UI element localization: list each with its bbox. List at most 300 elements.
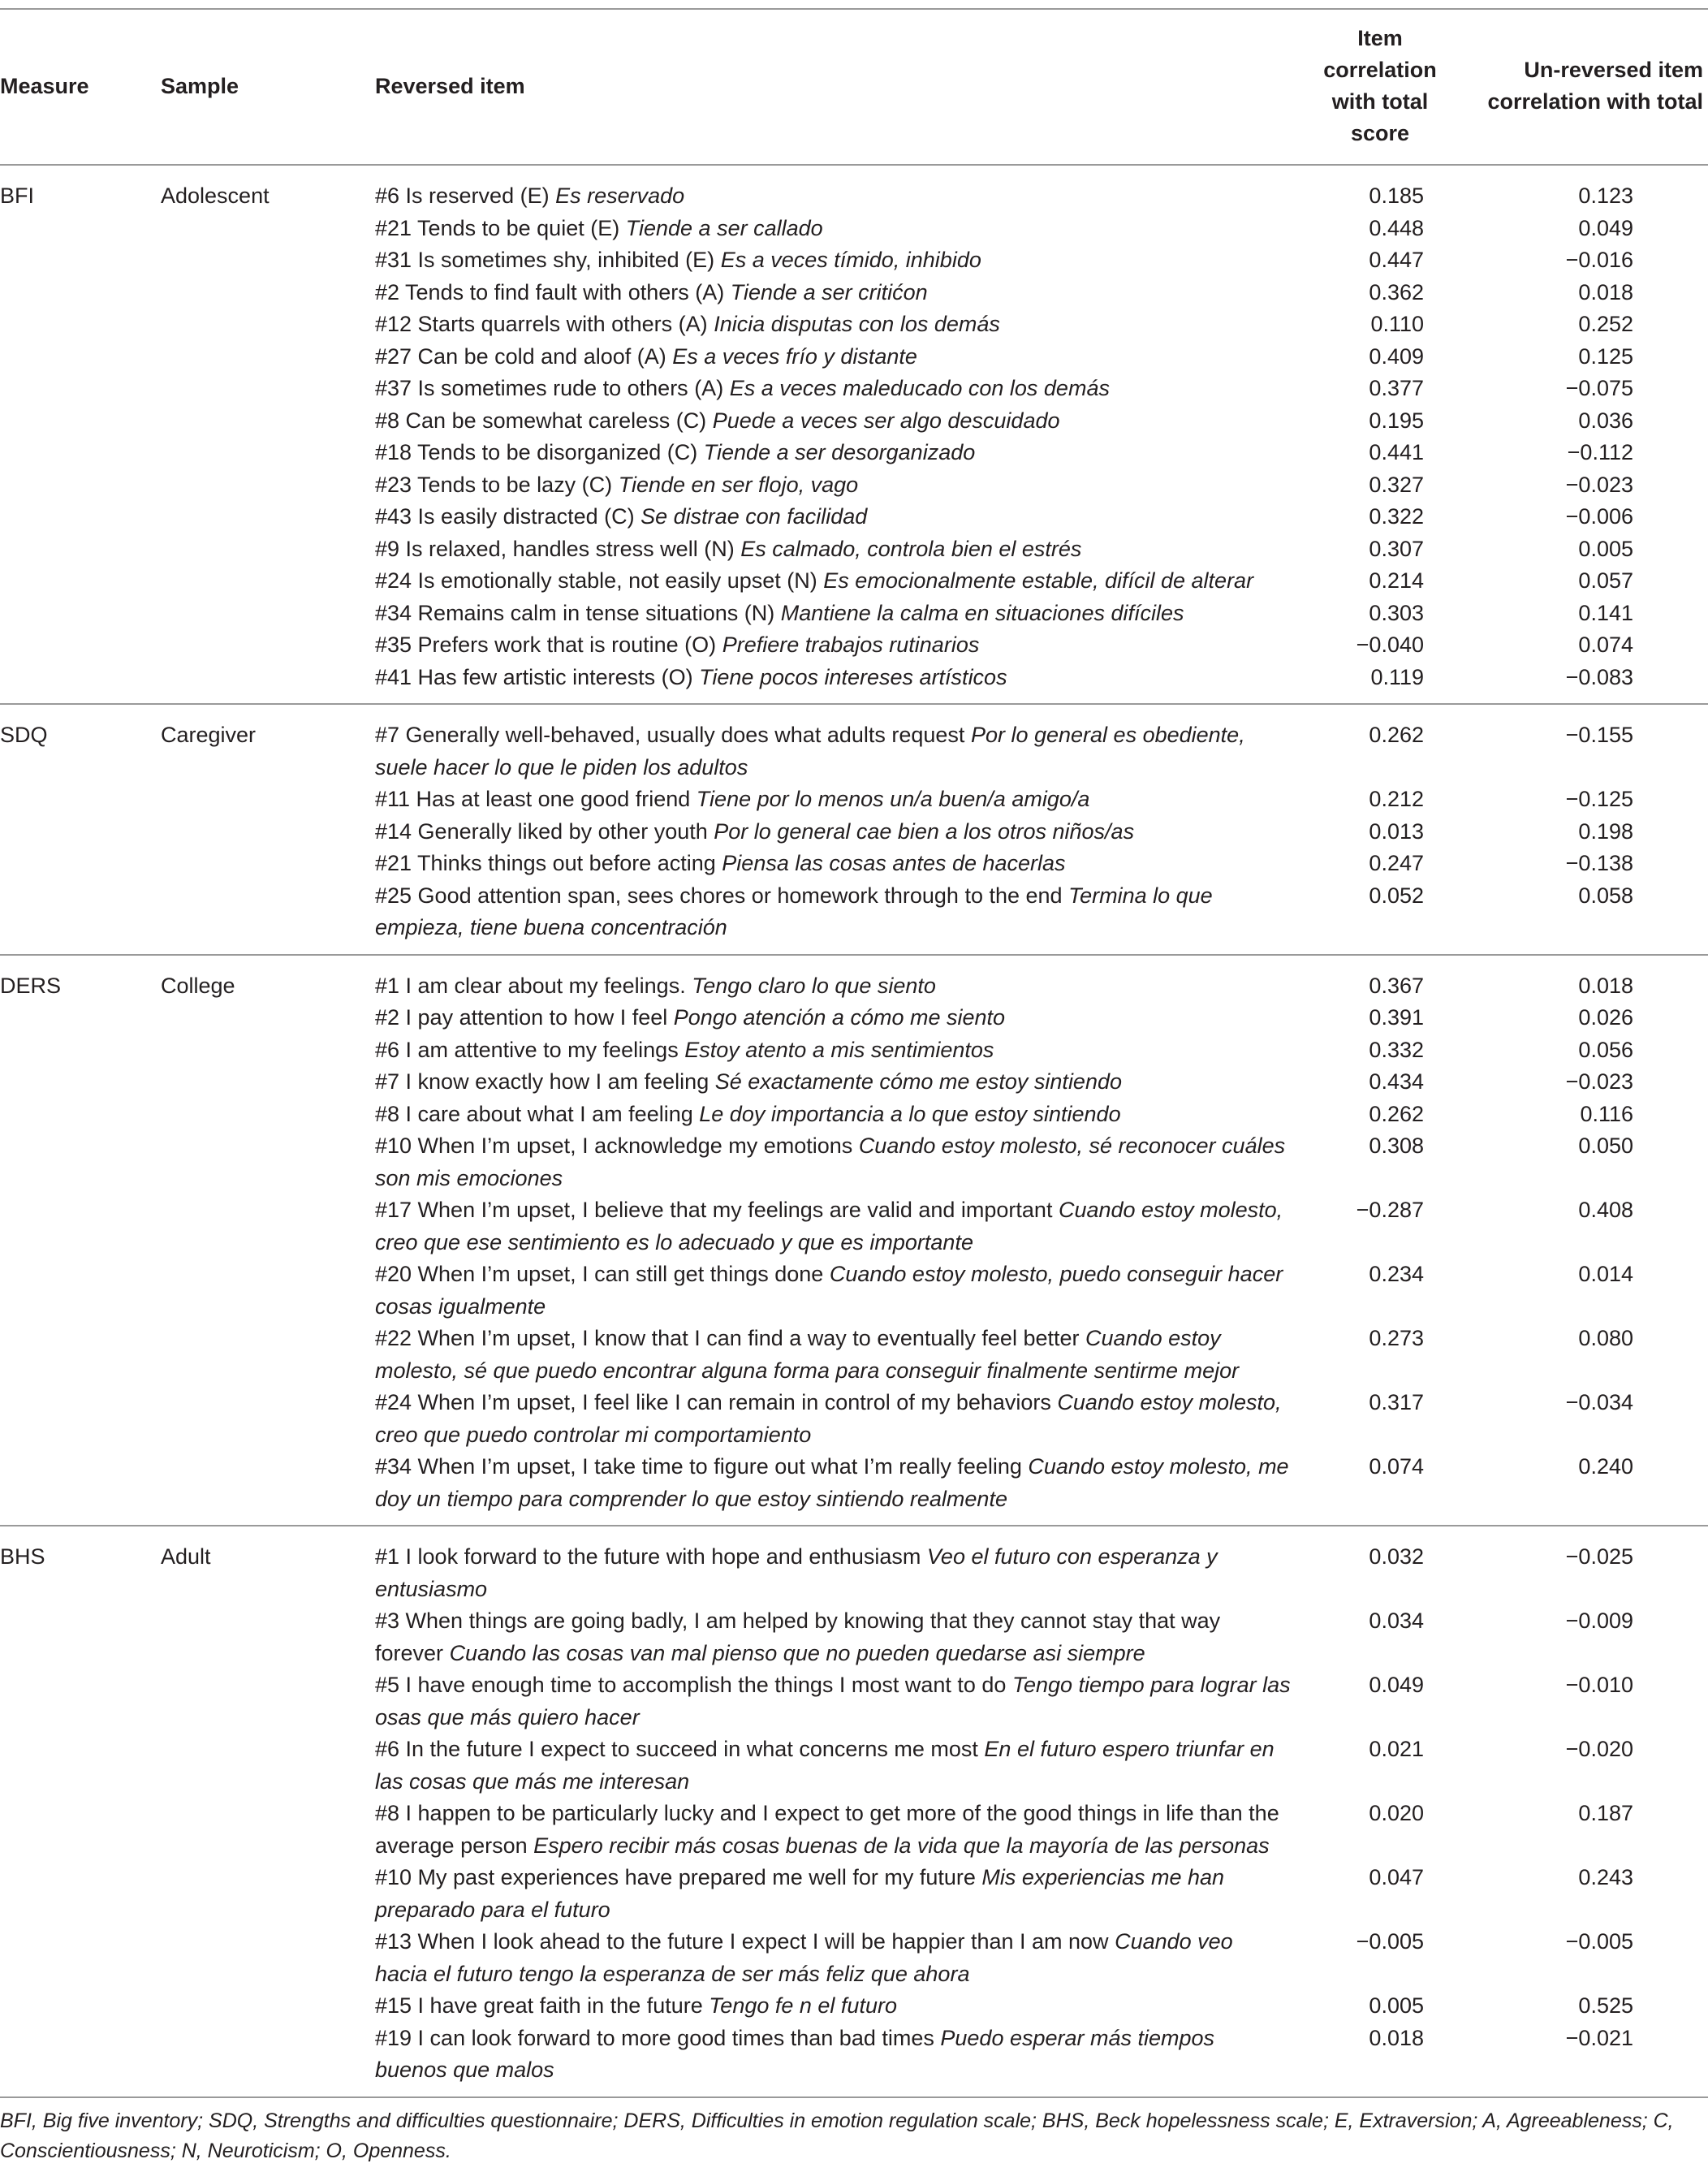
- unreversed-correlation-cell: −0.034: [1565, 1390, 1633, 1414]
- table-row: [0, 816, 1708, 849]
- measure-cell: BHS: [0, 1526, 161, 1605]
- measure-cell: [0, 1926, 161, 1990]
- measure-cell: [0, 469, 161, 502]
- table-row: [0, 1099, 1708, 1131]
- item-text-english: #17 When I’m upset, I believe that my feelings are valid and important: [375, 1198, 1053, 1222]
- item-text-english: #6 I am attentive to my feelings: [375, 1037, 679, 1062]
- reversed-item-cell: [375, 405, 1307, 438]
- unreversed-correlation-cell: −0.016: [1565, 248, 1633, 272]
- table-row: [0, 1862, 1708, 1926]
- item-text-english: #37 Is sometimes rude to others (A): [375, 376, 724, 400]
- table-row: [0, 501, 1708, 533]
- reversed-item-cell: [375, 784, 1307, 816]
- item-text-spanish: Por lo general cae bien a los otros niños/as: [714, 818, 1135, 844]
- item-correlation-cell: 0.018: [1369, 2025, 1424, 2050]
- unreversed-correlation-cell: −0.020: [1565, 1737, 1633, 1761]
- reversed-item-cell: [375, 165, 1307, 213]
- unreversed-correlation-cell: 0.014: [1578, 1262, 1633, 1286]
- measure-cell: [0, 1734, 161, 1798]
- sample-cell: [161, 373, 375, 405]
- unreversed-correlation-cell: 0.057: [1578, 568, 1633, 593]
- item-text-spanish: Piensa las cosas antes de hacerlas: [722, 851, 1066, 875]
- item-correlation-cell: 0.185: [1369, 184, 1424, 208]
- reversed-item-cell: [375, 1259, 1307, 1323]
- item-correlation-cell: 0.317: [1369, 1390, 1424, 1414]
- sample-cell: [161, 1002, 375, 1034]
- item-text-english: #2 Tends to find fault with others (A): [375, 279, 725, 304]
- sample-cell: [161, 437, 375, 469]
- item-correlation-cell: 0.013: [1369, 818, 1424, 844]
- item-text-english: #8 I happen to be particularly lucky and I expect to get more of the good things in life than the average person: [375, 1801, 1279, 1858]
- unreversed-correlation-cell: 0.198: [1578, 818, 1633, 844]
- sample-cell: [161, 213, 375, 245]
- table-row: [0, 662, 1708, 705]
- header-item-correlation: Item correlation with total score: [1307, 9, 1453, 165]
- unreversed-correlation-cell: 0.243: [1578, 1865, 1633, 1889]
- item-text-spanish: Tengo fe n el futuro: [709, 1993, 897, 2018]
- item-text-spanish: Prefiere trabajos rutinarios: [722, 633, 980, 657]
- measure-cell: [0, 1990, 161, 2023]
- table-row: [0, 244, 1708, 277]
- table-row: [0, 955, 1708, 1003]
- item-text-english: #34 When I’m upset, I take time to figure out what I’m really feeling: [375, 1454, 1022, 1479]
- sample-cell: [161, 2023, 375, 2097]
- measure-cell: [0, 1387, 161, 1451]
- item-text-spanish: Tiende a ser callado: [625, 215, 823, 240]
- table-row: [0, 1002, 1708, 1034]
- item-correlation-cell: 0.307: [1369, 536, 1424, 561]
- item-text-spanish: Tengo claro lo que siento: [692, 973, 936, 998]
- unreversed-correlation-cell: 0.018: [1578, 279, 1633, 304]
- sample-cell: [161, 816, 375, 849]
- measure-cell: [0, 277, 161, 309]
- item-correlation-cell: 0.447: [1369, 248, 1424, 272]
- table-row: [0, 629, 1708, 662]
- item-correlation-cell: 0.049: [1369, 1673, 1424, 1697]
- reversed-item-cell: [375, 341, 1307, 374]
- table-row: [0, 1323, 1708, 1387]
- table-row: [0, 848, 1708, 880]
- item-correlation-cell: 0.195: [1369, 408, 1424, 433]
- item-correlation-cell: 0.262: [1369, 1101, 1424, 1126]
- item-text-spanish: Es calmado, controla bien el estrés: [740, 536, 1082, 561]
- sample-cell: [161, 848, 375, 880]
- measure-cell: [0, 1323, 161, 1387]
- measure-cell: [0, 309, 161, 341]
- table-row: [0, 1669, 1708, 1734]
- unreversed-correlation-cell: −0.023: [1565, 472, 1633, 497]
- item-text-spanish: Tiende a ser critićon: [730, 279, 928, 304]
- reversed-item-cell: [375, 1099, 1307, 1131]
- item-text-english: #2 I pay attention to how I feel: [375, 1005, 668, 1030]
- item-correlation-cell: 0.308: [1369, 1133, 1424, 1158]
- sample-cell: [161, 1194, 375, 1259]
- sample-cell: [161, 598, 375, 630]
- measure-group-bhs: [0, 1526, 1708, 2097]
- sample-cell: College: [161, 955, 375, 1003]
- table-row: [0, 341, 1708, 374]
- item-correlation-cell: 0.362: [1369, 279, 1424, 304]
- reversed-item-cell: [375, 213, 1307, 245]
- unreversed-correlation-cell: 0.252: [1578, 312, 1633, 336]
- measure-cell: [0, 565, 161, 598]
- item-correlation-cell: 0.047: [1369, 1865, 1424, 1889]
- reversed-item-cell: [375, 848, 1307, 880]
- item-text-english: #34 Remains calm in tense situations (N): [375, 600, 775, 625]
- table-row: [0, 165, 1708, 213]
- item-text-spanish: Le doy importancia a lo que estoy sintiendo: [699, 1101, 1121, 1126]
- item-correlation-cell: 0.052: [1369, 883, 1424, 908]
- item-text-english: #20 When I’m upset, I can still get things done: [375, 1262, 824, 1286]
- unreversed-correlation-cell: 0.240: [1578, 1454, 1633, 1479]
- measure-cell: [0, 1259, 161, 1323]
- table-row: [0, 533, 1708, 566]
- item-text-spanish: Veo el futuro con esperanza y entusiasmo: [375, 1544, 1218, 1601]
- item-text-spanish: Se distrae con facilidad: [640, 504, 868, 529]
- item-text-english: #31 Is sometimes shy, inhibited (E): [375, 248, 715, 272]
- measure-cell: SDQ: [0, 704, 161, 784]
- unreversed-correlation-cell: −0.010: [1565, 1673, 1633, 1697]
- sample-cell: [161, 277, 375, 309]
- table-row: [0, 1451, 1708, 1526]
- measure-cell: [0, 1451, 161, 1526]
- table-row: [0, 598, 1708, 630]
- measure-cell: [0, 2023, 161, 2097]
- measure-cell: DERS: [0, 955, 161, 1003]
- item-text-english: #25 Good attention span, sees chores or homework through to the end: [375, 883, 1063, 908]
- measure-cell: [0, 341, 161, 374]
- table-footnote: BFI, Big five inventory; SDQ, Strengths and difficulties questionnaire; DERS, Difficulties in emotion regulation scale; BHS, Beck hopelessness scale; E, Extraversion; A, Agreeableness; C, Conscientiousness; N, Neuroticism; O, Openness.: [0, 2109, 1674, 2162]
- reversed-item-cell: [375, 533, 1307, 566]
- item-text-spanish: En el futuro espero triunfar en las cosas que más me interesan: [375, 1737, 1275, 1794]
- sample-cell: [161, 1605, 375, 1669]
- header-row: [0, 9, 1708, 165]
- sample-cell: [161, 1798, 375, 1862]
- measure-cell: [0, 244, 161, 277]
- item-text-spanish: Mantiene la calma en situaciones difíciles: [780, 600, 1184, 625]
- item-text-spanish: Inicia disputas con los demás: [714, 312, 1000, 336]
- item-text-spanish: Es a veces tímido, inhibido: [720, 248, 981, 272]
- reversed-item-cell: [375, 1926, 1307, 1990]
- reversed-item-cell: [375, 1862, 1307, 1926]
- item-correlation-cell: 0.119: [1370, 664, 1424, 689]
- reversed-item-cell: [375, 1066, 1307, 1099]
- item-correlation-cell: 0.074: [1369, 1454, 1424, 1479]
- item-text-english: #7 I know exactly how I am feeling: [375, 1069, 710, 1094]
- sample-cell: [161, 1926, 375, 1990]
- item-correlation-cell: 0.020: [1369, 1801, 1424, 1825]
- table-row: [0, 1130, 1708, 1194]
- table-row: [0, 277, 1708, 309]
- sample-cell: [161, 1130, 375, 1194]
- unreversed-correlation-cell: 0.074: [1578, 633, 1633, 657]
- reversed-item-cell: [375, 1669, 1307, 1734]
- item-correlation-cell: −0.287: [1356, 1198, 1424, 1222]
- item-text-spanish: Cuando veo hacia el futuro tengo la esperanza de ser más feliz que ahora: [375, 1929, 1233, 1986]
- item-text-english: #23 Tends to be lazy (C): [375, 472, 613, 497]
- sample-cell: [161, 309, 375, 341]
- item-text-spanish: Puede a veces ser algo descuidado: [712, 408, 1060, 433]
- item-correlation-cell: 0.448: [1369, 215, 1424, 240]
- table-row: [0, 1734, 1708, 1798]
- item-text-english: #14 Generally liked by other youth: [375, 818, 708, 844]
- reversed-items-table: [0, 8, 1708, 2098]
- item-text-english: #15 I have great faith in the future: [375, 1993, 703, 2018]
- reversed-item-cell: [375, 704, 1307, 784]
- item-correlation-cell: 0.110: [1370, 312, 1424, 336]
- item-text-english: #6 Is reserved (E): [375, 184, 550, 208]
- reversed-item-cell: [375, 244, 1307, 277]
- item-text-spanish: Cuando estoy molesto, creo que puedo controlar mi comportamiento: [375, 1390, 1282, 1447]
- item-text-spanish: Estoy atento a mis sentimientos: [684, 1037, 994, 1062]
- unreversed-correlation-cell: 0.005: [1578, 536, 1633, 561]
- reversed-item-cell: [375, 469, 1307, 502]
- item-text-spanish: Sé exactamente cómo me estoy sintiendo: [714, 1069, 1123, 1094]
- item-text-english: #24 When I’m upset, I feel like I can remain in control of my behaviors: [375, 1390, 1051, 1414]
- item-text-english: #11 Has at least one good friend: [375, 787, 691, 811]
- header-sample: Sample: [161, 9, 375, 165]
- unreversed-correlation-cell: 0.187: [1578, 1801, 1633, 1825]
- item-text-spanish: Tengo tiempo para lograr las osas que más quiero hacer: [375, 1673, 1291, 1729]
- measure-cell: [0, 1669, 161, 1734]
- sample-cell: [161, 1099, 375, 1131]
- reversed-item-cell: [375, 1451, 1307, 1526]
- measure-cell: [0, 662, 161, 705]
- table-row: [0, 405, 1708, 438]
- measure-cell: [0, 373, 161, 405]
- reversed-item-cell: [375, 1034, 1307, 1067]
- item-text-spanish: Pongo atención a cómo me siento: [673, 1005, 1006, 1030]
- sample-cell: [161, 565, 375, 598]
- item-correlation-cell: 0.391: [1369, 1005, 1424, 1030]
- measure-group-bfi: [0, 165, 1708, 704]
- table-row: [0, 1798, 1708, 1862]
- item-text-english: #7 Generally well-behaved, usually does what adults request: [375, 723, 965, 747]
- sample-cell: [161, 1862, 375, 1926]
- sample-cell: [161, 341, 375, 374]
- item-text-english: #8 Can be somewhat careless (C): [375, 408, 707, 433]
- item-correlation-cell: 0.247: [1369, 851, 1424, 875]
- table-row: [0, 437, 1708, 469]
- item-correlation-cell: 0.032: [1307, 1526, 1453, 1605]
- measure-cell: [0, 1130, 161, 1194]
- measure-cell: [0, 213, 161, 245]
- unreversed-correlation-cell: 0.049: [1578, 215, 1633, 240]
- unreversed-correlation-cell: 0.050: [1578, 1133, 1633, 1158]
- unreversed-correlation-cell: 0.123: [1578, 184, 1633, 208]
- item-text-english: #21 Thinks things out before acting: [375, 851, 716, 875]
- item-text-spanish: Cuando estoy molesto, me doy un tiempo para comprender lo que estoy sintiendo realmente: [375, 1454, 1289, 1511]
- item-text-spanish: Es a veces frío y distante: [672, 343, 917, 369]
- item-correlation-cell: 0.377: [1369, 376, 1424, 400]
- measure-cell: [0, 1002, 161, 1034]
- table-row: [0, 469, 1708, 502]
- unreversed-correlation-cell: −0.009: [1565, 1608, 1633, 1633]
- reversed-item-cell: [375, 1387, 1307, 1451]
- measure-group-sdq: [0, 704, 1708, 955]
- reversed-item-cell: [375, 1323, 1307, 1387]
- item-text-spanish: Puedo esperar más tiempos buenos que malos: [375, 2025, 1215, 2082]
- unreversed-correlation-cell: −0.005: [1565, 1929, 1633, 1954]
- sample-cell: [161, 533, 375, 566]
- reversed-item-cell: [375, 1002, 1307, 1034]
- measure-cell: [0, 1605, 161, 1669]
- unreversed-correlation-cell: 0.026: [1578, 1005, 1633, 1030]
- item-text-english: #27 Can be cold and aloof (A): [375, 343, 666, 369]
- unreversed-correlation-cell: −0.023: [1565, 1069, 1633, 1094]
- sample-cell: [161, 469, 375, 502]
- table-row: [0, 213, 1708, 245]
- item-correlation-cell: 0.434: [1369, 1069, 1424, 1094]
- reversed-item-cell: [375, 565, 1307, 598]
- item-correlation-cell: −0.005: [1356, 1929, 1424, 1954]
- reversed-item-cell: [375, 1734, 1307, 1798]
- reversed-item-cell: [375, 629, 1307, 662]
- reversed-item-cell: [375, 1130, 1307, 1194]
- item-text-english: #35 Prefers work that is routine (O): [375, 633, 717, 657]
- reversed-item-cell: [375, 1798, 1307, 1862]
- table-row: [0, 1194, 1708, 1259]
- item-text-english: #21 Tends to be quiet (E): [375, 215, 620, 240]
- table-row: [0, 1034, 1708, 1067]
- item-text-spanish: Tiende a ser desorganizado: [703, 440, 976, 464]
- measure-cell: [0, 533, 161, 566]
- measure-cell: [0, 1034, 161, 1067]
- item-correlation-cell: 0.409: [1369, 343, 1424, 369]
- unreversed-correlation-cell: 0.058: [1578, 883, 1633, 908]
- reversed-item-cell: [375, 1605, 1307, 1669]
- item-text-english: #24 Is emotionally stable, not easily upset (N): [375, 568, 817, 593]
- unreversed-correlation-cell: 0.080: [1578, 1326, 1633, 1350]
- sample-cell: [161, 1387, 375, 1451]
- reversed-item-cell: [375, 955, 1307, 1003]
- reversed-item-cell: [375, 662, 1307, 705]
- item-text-spanish: Cuando estoy molesto, sé que puedo encontrar alguna forma para conseguir finalmente sentirme mejor: [375, 1326, 1240, 1383]
- reversed-item-cell: [375, 598, 1307, 630]
- unreversed-correlation-cell: 0.056: [1578, 1037, 1633, 1062]
- item-correlation-cell: 0.332: [1369, 1037, 1424, 1062]
- item-text-spanish: Cuando estoy molesto, puedo conseguir hacer cosas igualmente: [375, 1262, 1283, 1319]
- item-text-spanish: Es a veces maleducado con los demás: [729, 376, 1110, 400]
- measure-cell: [0, 816, 161, 849]
- reversed-item-cell: [375, 1526, 1307, 1605]
- measure-cell: [0, 1066, 161, 1099]
- item-text-english: #8 I care about what I am feeling: [375, 1101, 693, 1126]
- reversed-item-cell: [375, 437, 1307, 469]
- sample-cell: Adult: [161, 1526, 375, 1605]
- measure-cell: [0, 437, 161, 469]
- item-text-english: #13 When I look ahead to the future I expect I will be happier than I am now: [375, 1929, 1109, 1954]
- item-correlation-cell: 0.234: [1369, 1262, 1424, 1286]
- table-row: [0, 1066, 1708, 1099]
- measure-cell: [0, 784, 161, 816]
- item-text-spanish: Tiende en ser flojo, vago: [618, 472, 859, 497]
- sample-cell: [161, 784, 375, 816]
- sample-cell: [161, 1066, 375, 1099]
- unreversed-correlation-cell: 0.036: [1578, 408, 1633, 433]
- reversed-item-cell: [375, 501, 1307, 533]
- item-text-english: #1 I look forward to the future with hope and enthusiasm: [375, 1544, 921, 1569]
- item-text-english: #1 I am clear about my feelings.: [375, 973, 686, 998]
- item-correlation-cell: 0.212: [1369, 787, 1424, 811]
- item-correlation-cell: 0.441: [1369, 440, 1424, 464]
- measure-cell: [0, 1194, 161, 1259]
- item-correlation-cell: 0.273: [1369, 1326, 1424, 1350]
- unreversed-correlation-cell: −0.138: [1565, 851, 1633, 875]
- sample-cell: [161, 1259, 375, 1323]
- measure-cell: [0, 1099, 161, 1131]
- header-measure: Measure: [0, 9, 161, 165]
- sample-cell: [161, 1669, 375, 1734]
- table-row: [0, 309, 1708, 341]
- reversed-item-cell: [375, 309, 1307, 341]
- sample-cell: [161, 244, 375, 277]
- item-correlation-cell: −0.040: [1356, 633, 1424, 657]
- item-correlation-cell: 0.322: [1369, 504, 1424, 529]
- measure-cell: [0, 1798, 161, 1862]
- item-text-spanish: Es reservado: [555, 184, 685, 208]
- unreversed-correlation-cell: 0.141: [1578, 600, 1633, 625]
- item-text-english: #19 I can look forward to more good times than bad times: [375, 2025, 934, 2050]
- table-row: [0, 2023, 1708, 2097]
- sample-cell: [161, 1734, 375, 1798]
- item-text-english: #3 When things are going badly, I am helped by knowing that they cannot stay that way forever: [375, 1608, 1221, 1665]
- header-reversed-item: Reversed item: [375, 9, 1307, 165]
- measure-cell: [0, 848, 161, 880]
- item-text-spanish: Espero recibir más cosas buenas de la vida que la mayoría de las personas: [533, 1833, 1270, 1858]
- table-row: [0, 565, 1708, 598]
- item-text-english: #41 Has few artistic interests (O): [375, 664, 693, 689]
- unreversed-correlation-cell: −0.083: [1565, 664, 1633, 689]
- item-text-spanish: Cuando las cosas van mal pienso que no pueden quedarse asi siempre: [449, 1640, 1145, 1665]
- item-correlation-cell: 0.021: [1369, 1737, 1424, 1761]
- unreversed-correlation-cell: 0.408: [1578, 1198, 1633, 1222]
- sample-cell: [161, 880, 375, 955]
- unreversed-correlation-cell: 0.125: [1578, 343, 1633, 369]
- sample-cell: [161, 405, 375, 438]
- unreversed-correlation-cell: 0.525: [1578, 1993, 1633, 2018]
- item-correlation-cell: 0.005: [1369, 1993, 1424, 2018]
- item-text-english: #43 Is easily distracted (C): [375, 504, 635, 529]
- reversed-item-cell: [375, 880, 1307, 955]
- reversed-item-cell: [375, 277, 1307, 309]
- header-unreversed-correlation: Un-reversed item correlation with total: [1453, 9, 1708, 165]
- reversed-item-cell: [375, 2023, 1307, 2097]
- item-correlation-cell: 0.262: [1307, 704, 1453, 784]
- table-row: [0, 704, 1708, 784]
- table-row: [0, 1259, 1708, 1323]
- item-text-english: #6 In the future I expect to succeed in what concerns me most: [375, 1737, 978, 1761]
- table-header: [0, 9, 1708, 165]
- table-row: [0, 1526, 1708, 1605]
- item-correlation-cell: 0.367: [1307, 955, 1453, 1003]
- sample-cell: [161, 1034, 375, 1067]
- item-text-spanish: Cuando estoy molesto, sé reconocer cuáles son mis emociones: [375, 1133, 1286, 1190]
- table-row: [0, 784, 1708, 816]
- table-row: [0, 1990, 1708, 2023]
- item-text-english: #5 I have enough time to accomplish the things I most want to do: [375, 1673, 1007, 1697]
- item-correlation-cell: 0.303: [1369, 600, 1424, 625]
- unreversed-correlation-cell: −0.025: [1453, 1526, 1708, 1605]
- sample-cell: [161, 662, 375, 705]
- item-text-spanish: Es emocionalmente estable, difícil de alterar: [823, 568, 1254, 593]
- sample-cell: [161, 629, 375, 662]
- measure-cell: BFI: [0, 184, 35, 208]
- item-text-english: #10 When I’m upset, I acknowledge my emotions: [375, 1133, 853, 1158]
- measure-cell: [0, 501, 161, 533]
- measure-cell: [0, 629, 161, 662]
- item-text-spanish: Mis experiencias me han preparado para el futuro: [375, 1865, 1225, 1922]
